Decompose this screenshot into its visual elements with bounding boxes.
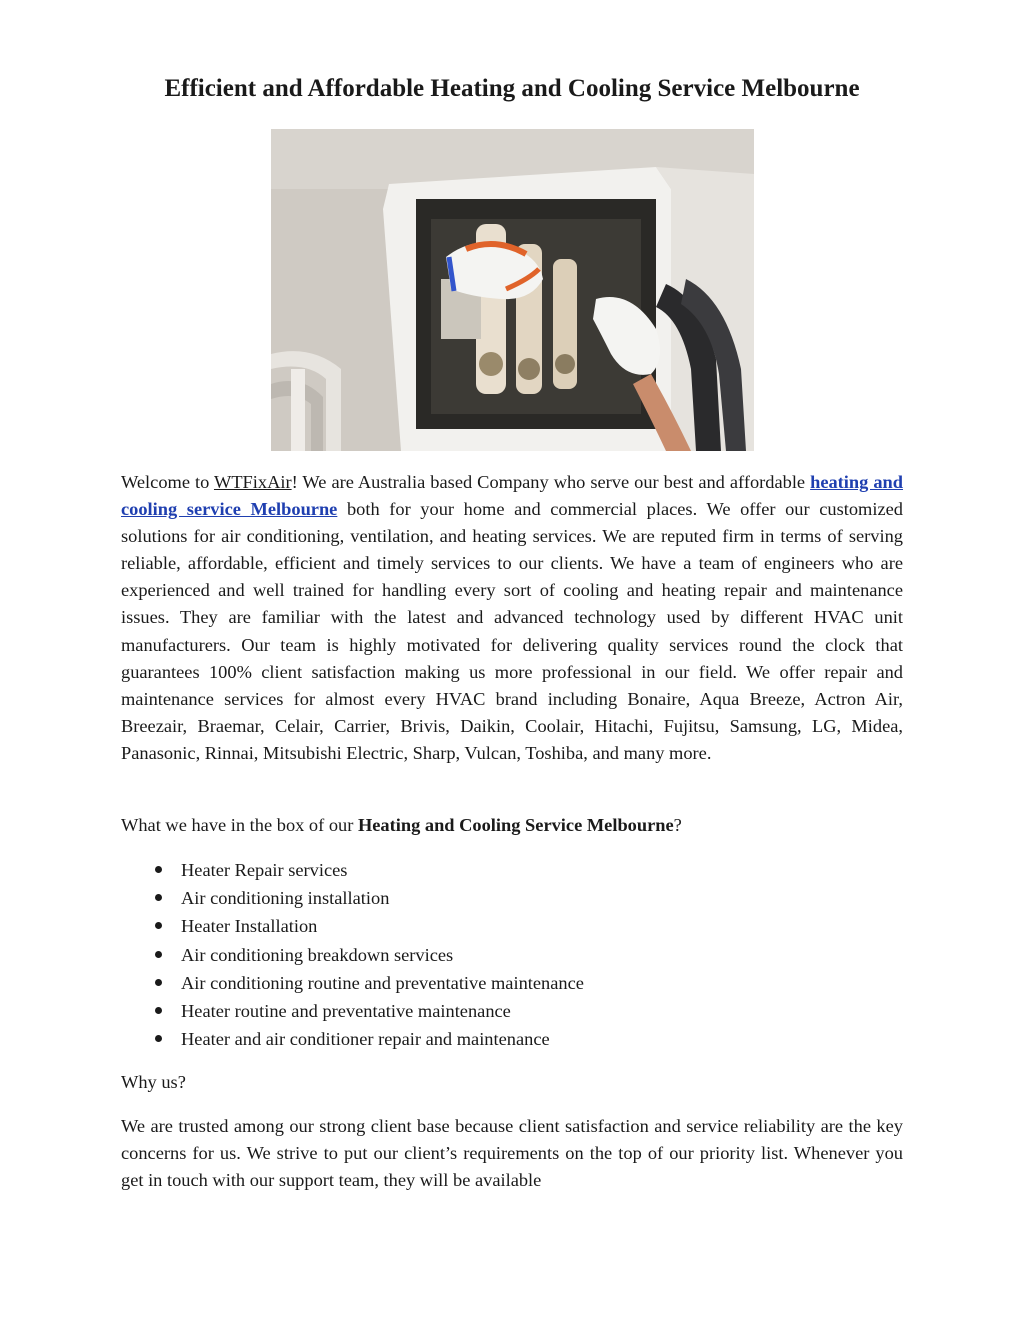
service-label: Heater Repair services: [181, 860, 348, 880]
bullet-icon: [155, 894, 162, 901]
why-us-heading: Why us?: [121, 1072, 186, 1092]
list-item: [121, 912, 584, 940]
heating-cooling-service-link[interactable]: heating and cooling service Melbourne: [121, 472, 903, 520]
question-prefix: What we have in the box of our: [121, 815, 358, 835]
intro-after-brand: ! We are Australia based Company who serve our best and affordable: [291, 472, 811, 492]
bullet-icon: [155, 922, 162, 929]
wtfixair-link[interactable]: WTFixAir: [213, 472, 292, 492]
technician-repair-photo: [271, 129, 754, 451]
service-label: Heater and air conditioner repair and maintenance: [181, 1029, 550, 1050]
question-suffix: ?: [673, 815, 682, 835]
service-label: Heater routine and preventative maintenance: [181, 1001, 511, 1022]
list-item: [121, 856, 584, 884]
services-list: [121, 856, 584, 1053]
bullet-icon: [155, 1035, 162, 1042]
service-label: Air conditioning installation: [181, 888, 390, 909]
service-label: Heater Installation: [181, 916, 318, 937]
list-item: [121, 1025, 584, 1053]
intro-rest: both for your home and commercial places. We offer our customized solutions for air conditioning, ventilation, and heating services. We are reputed firm in terms of serving reliable, affordable, efficient and timely services to our clients. We have a team of engineers who are experienced and well trained for handling every sort of cooling and heating repair and maintenance issues. They are familiar with the latest and advanced technology used by different HVAC unit manufacturers. Our team is highly motivated for delivering quality services round the clock that guarantees 100% client satisfaction making us more professional in our field. We offer repair and maintenance services for almost every HVAC brand including Bonaire, Aqua Breeze, Actron Air, Breezair, Braemar, Celair, Carrier, Brivis, Daikin, Coolair, Hitachi, Fujitsu, Samsung, LG, Midea, Panasonic, Rinnai, Mitsubishi Electric, Sharp, Vulcan, Toshiba, and many more.: [121, 499, 903, 763]
list-item: [121, 941, 584, 969]
page-title: Efficient and Affordable Heating and Cooling Service Melbourne: [164, 75, 860, 102]
services-question: [121, 812, 903, 839]
bullet-icon: [155, 866, 162, 873]
list-item: [121, 969, 584, 997]
question-bold: Heating and Cooling Service Melbourne: [357, 815, 674, 835]
list-item: [121, 884, 584, 912]
list-item: [121, 997, 584, 1025]
service-label: Air conditioning breakdown services: [181, 944, 454, 965]
bullet-icon: [155, 979, 162, 986]
bullet-icon: [155, 951, 162, 958]
intro-paragraph: [121, 469, 903, 767]
service-label: Air conditioning routine and preventative maintenance: [181, 972, 584, 993]
intro-welcome-prefix: Welcome to: [121, 472, 214, 492]
bullet-icon: [155, 1007, 162, 1014]
closing-paragraph: We are trusted among our strong client base because client satisfaction and service reliability are the key concerns for us. We strive to put our client’s requirements on the top of our priority list. Whenever you get in touch with our support team, they will be available: [121, 1116, 903, 1191]
